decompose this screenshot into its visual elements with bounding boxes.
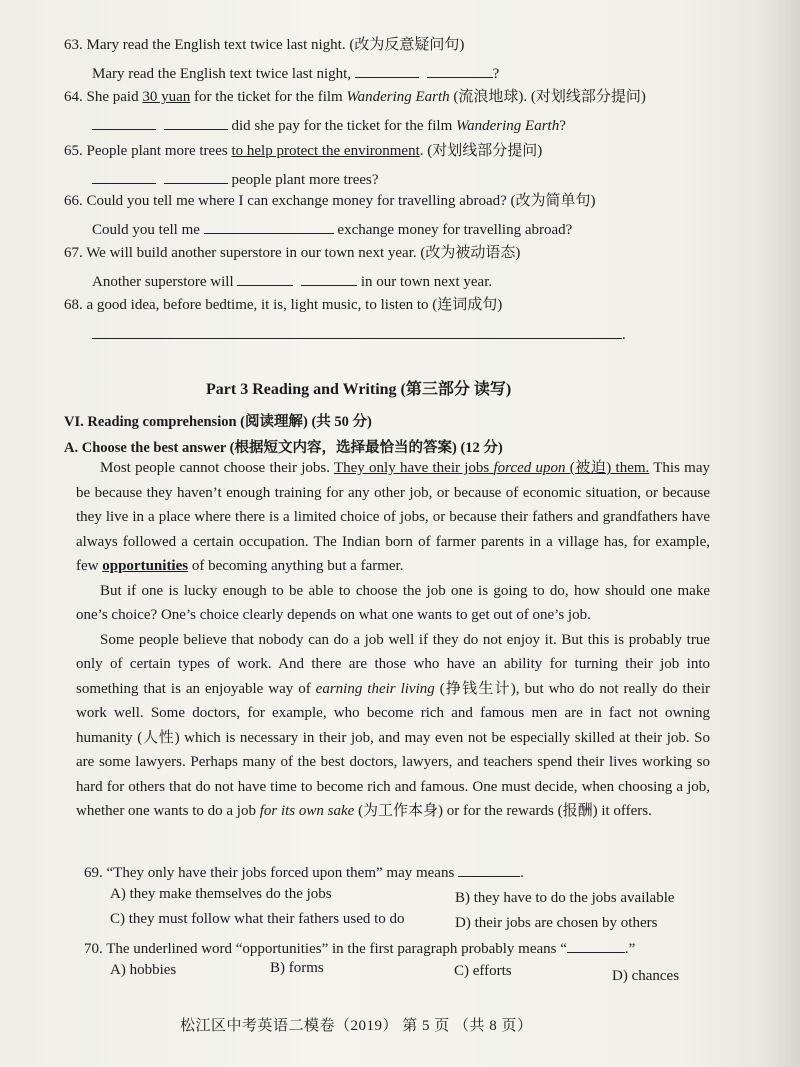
- question-64-answer-line: did she pay for the ticket for the film Wandering Earth?: [92, 115, 566, 135]
- question-65-answer-line: people plant more trees?: [92, 169, 379, 189]
- answer-blank[interactable]: [92, 169, 156, 184]
- underlined-word: opportunities: [102, 558, 189, 574]
- answer-blank[interactable]: [92, 324, 622, 339]
- underlined-sentence: They only have their jobs forced upon (被迫) them.: [333, 460, 650, 476]
- answer-blank[interactable]: [427, 63, 493, 78]
- answer-prefix: Mary read the English text twice last night,: [92, 66, 352, 82]
- q69-option-c[interactable]: C) they must follow what their fathers used to do: [110, 911, 405, 927]
- question-70: 70. The underlined word “opportunities” in the first paragraph probably means “ .”: [84, 938, 635, 958]
- answer-blank[interactable]: [164, 115, 228, 130]
- question-69: 69. “They only have their jobs forced upon them” may means .: [84, 862, 524, 882]
- answer-blank[interactable]: [567, 938, 625, 953]
- section-vi-heading: VI. Reading comprehension (阅读理解) (共 50 分): [64, 414, 372, 430]
- answer-blank[interactable]: [301, 271, 357, 286]
- underlined-phrase: to help protect the environment: [231, 143, 420, 159]
- page-footer: 松江区中考英语二模卷（2019） 第 5 页 （共 8 页）: [180, 1018, 533, 1034]
- section-a-heading: A. Choose the best answer (根据短文内容，选择最恰当的答案) (12 分): [64, 440, 503, 456]
- part-heading: Part 3 Reading and Writing (第三部分 读写): [206, 381, 512, 398]
- q70-option-d[interactable]: D) chances: [612, 968, 680, 984]
- q70-option-a[interactable]: A) hobbies: [110, 962, 177, 978]
- question-63: 63. Mary read the English text twice last night. (改为反意疑问句): [64, 37, 465, 53]
- question-66-answer-line: Could you tell me exchange money for travelling abroad?: [92, 219, 572, 239]
- question-63-answer-line: Mary read the English text twice last night, ?: [92, 63, 499, 83]
- question-66: 66. Could you tell me where I can exchange money for travelling abroad? (改为简单句): [64, 193, 596, 209]
- question-65: 65. People plant more trees to help protect the environment. (对划线部分提问): [64, 143, 543, 159]
- page-edge-shadow: [760, 0, 800, 1067]
- answer-blank[interactable]: [92, 115, 156, 130]
- question-67: 67. We will build another superstore in our town next year. (改为被动语态): [64, 245, 521, 261]
- paragraph-2: But if one is lucky enough to be able to choose the job one is going to do, how should one make one’s choice? One’s choice clearly depends on what one wants to get out of one’s job.: [76, 582, 710, 623]
- q70-option-c[interactable]: C) efforts: [454, 963, 512, 979]
- answer-blank[interactable]: [237, 271, 293, 286]
- answer-blank[interactable]: [164, 169, 228, 184]
- reading-passage: [76, 456, 710, 824]
- q69-option-d[interactable]: D) their jobs are chosen by others: [455, 915, 658, 931]
- answer-blank[interactable]: [204, 219, 334, 234]
- q69-option-a[interactable]: A) they make themselves do the jobs: [110, 886, 332, 902]
- question-64: 64. She paid 30 yuan for the ticket for the film Wandering Earth (流浪地球). (对划线部分提问): [64, 89, 646, 105]
- answer-blank[interactable]: [458, 862, 520, 877]
- paragraph-1: Most people cannot choose their jobs. They only have their jobs forced upon (被迫) them. This may be because they haven’t enough training for any other job, or because of economic situation, or because they live in a place where there is a limited choice of jobs, or because their fathers and grandfathers have always followed a certain occupation. The Indian born of farmer parents in a village has, for example, few opportunities of becoming anything but a farmer.: [76, 460, 711, 574]
- q69-option-b[interactable]: B) they have to do the jobs available: [455, 890, 675, 906]
- question-67-answer-line: Another superstore will in our town next year.: [92, 271, 492, 291]
- q70-option-b[interactable]: B) forms: [270, 960, 324, 976]
- paragraph-3: Some people believe that nobody can do a job well if they do not enjoy it. But this is probably true only of certain types of work. And there are those who have an ability for turning their job into something that is an enjoyable way of earning their living (挣钱生计), but who do not really do their work well. Some doctors, for example, who become rich and famous men are in fact not owning humanity (人性) which is necessary in their job, and may even not be especially skilled at their job. So are some lawyers. Perhaps many of the best doctors, lawyers, and teachers spend their lives working so hard for others that do not have time to become rich and famous. One must decide, when choosing a job, whether one wants to do a job for its own sake (为工作本身) or for the rewards (报酬) it offers.: [76, 631, 711, 819]
- underlined-phrase: 30 yuan: [142, 89, 191, 105]
- question-68-answer-line: .: [92, 324, 626, 344]
- answer-blank[interactable]: [355, 63, 419, 78]
- question-68: 68. a good idea, before bedtime, it is, light music, to listen to (连词成句): [64, 297, 503, 313]
